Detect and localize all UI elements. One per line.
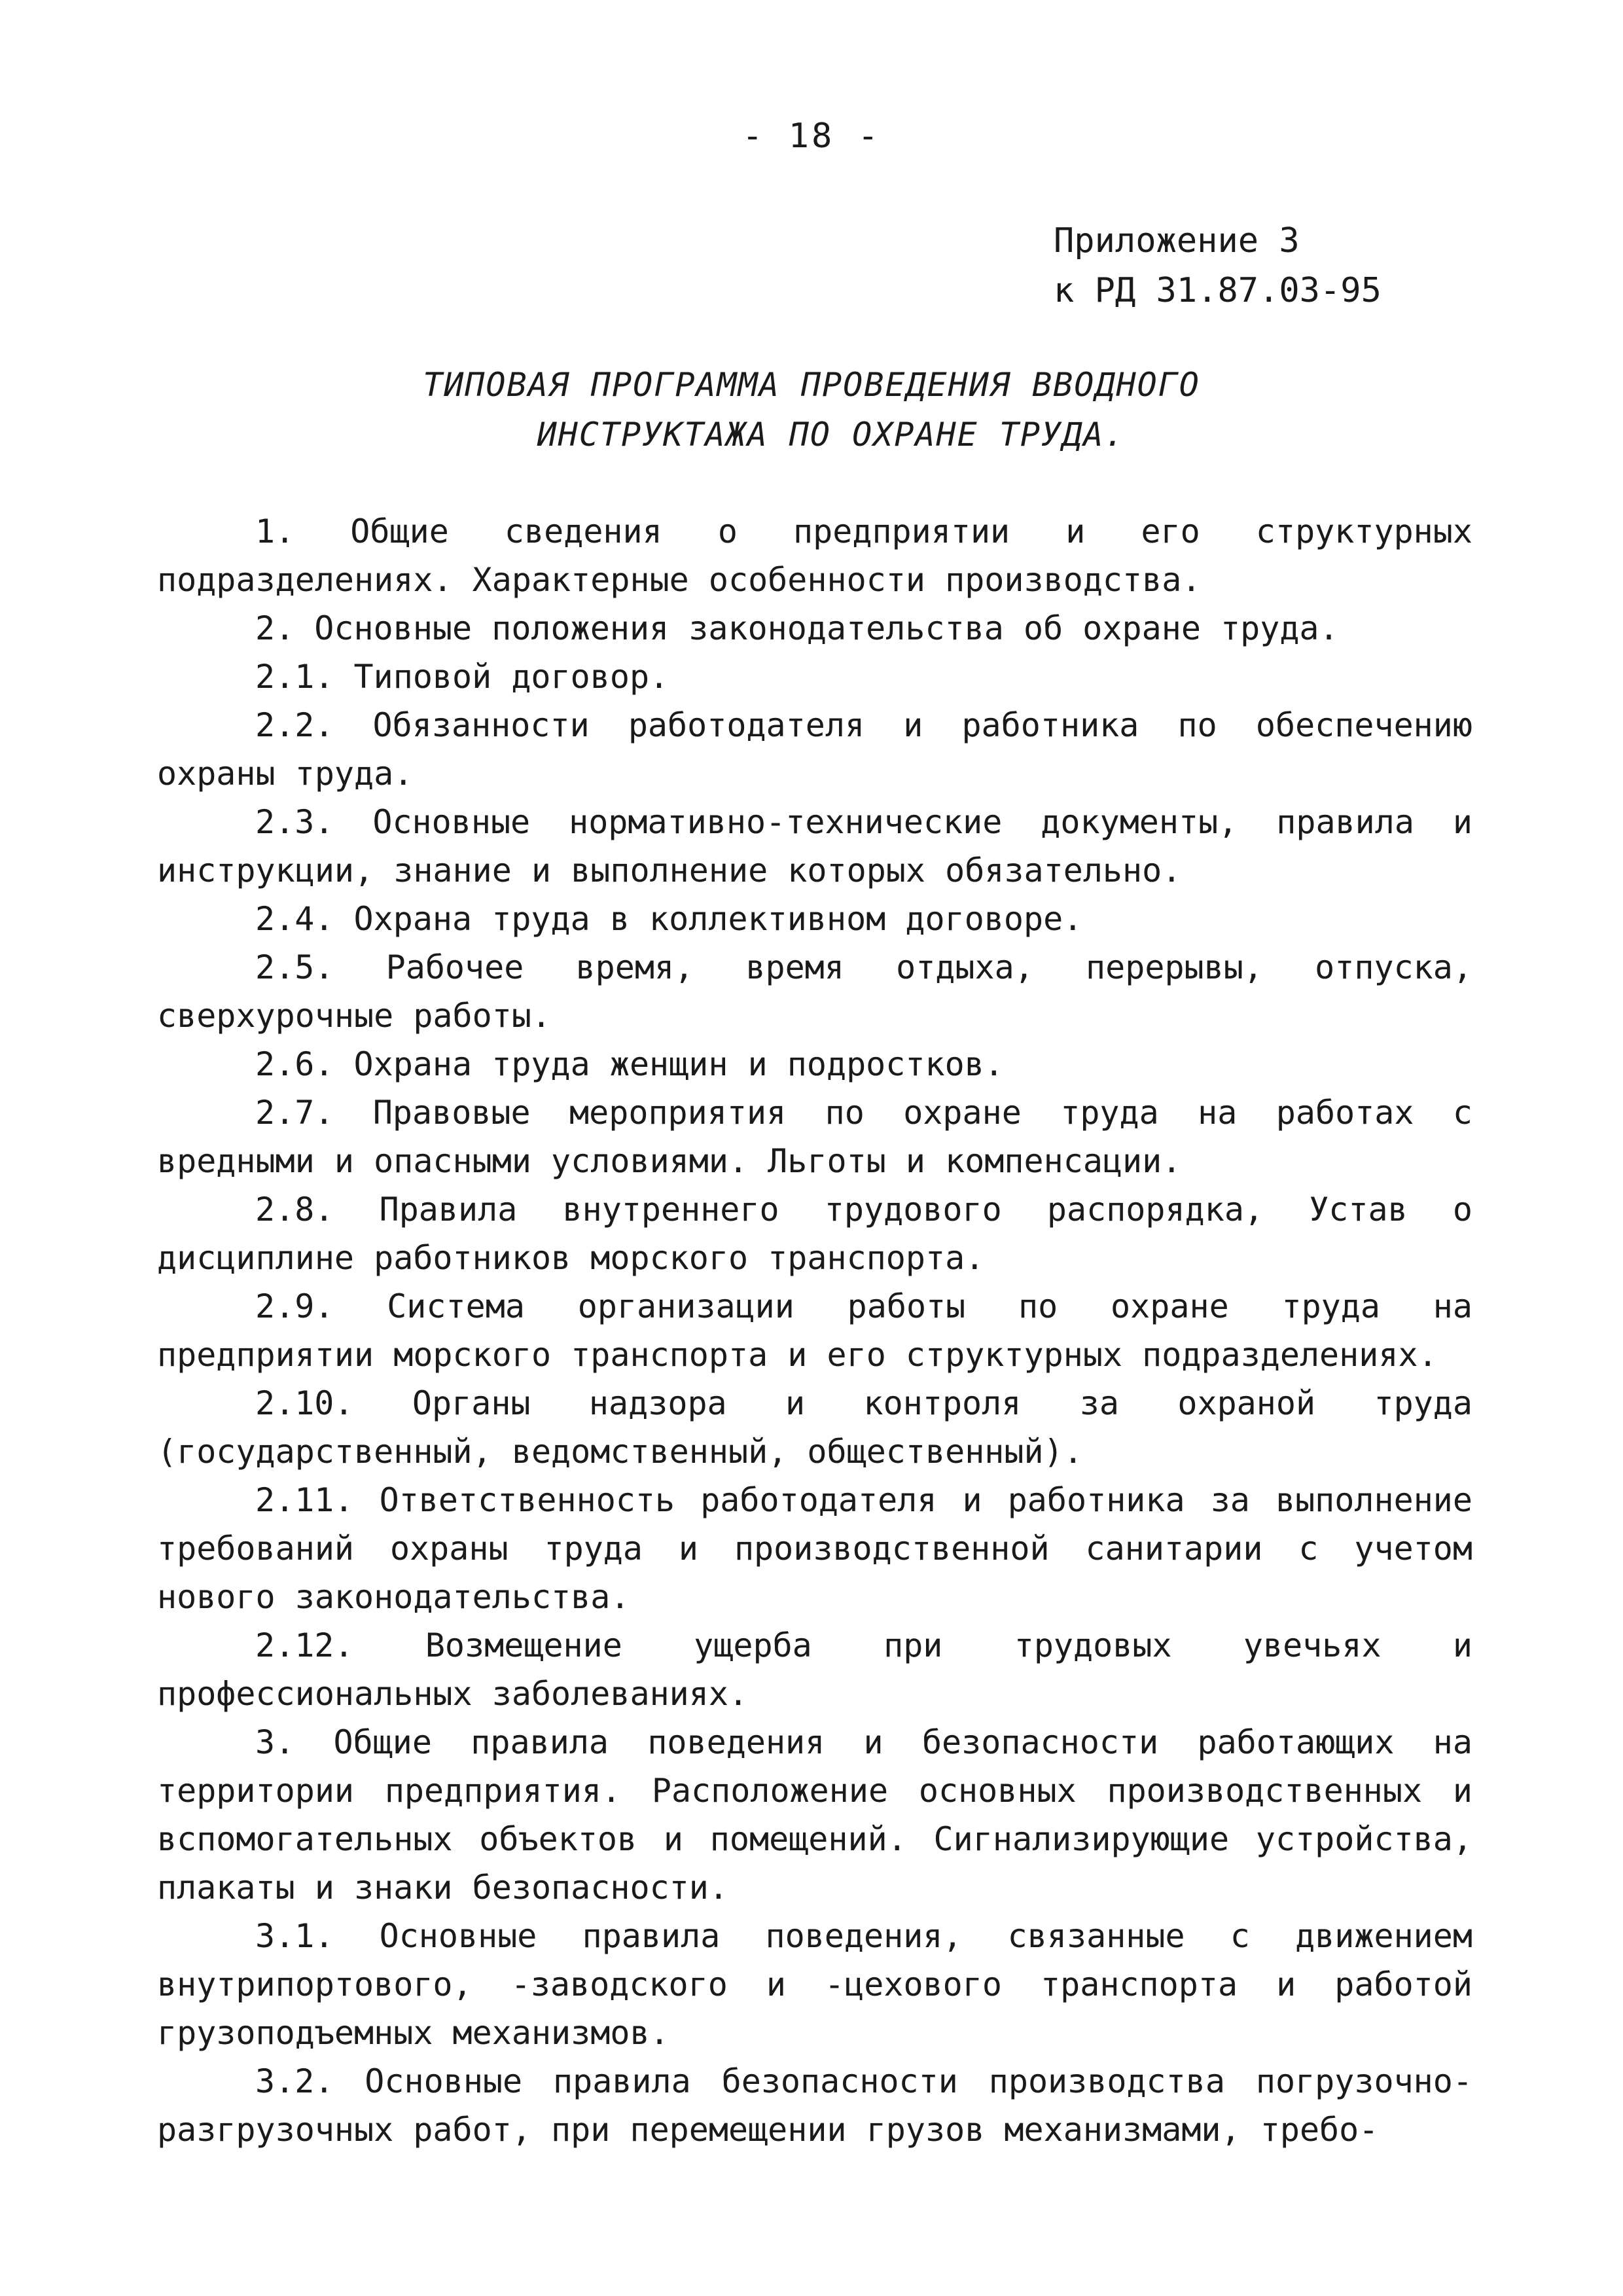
program-item-2-3: 2.3. Основные нормативно-технические документы, правила и инструкции, знание и выполнение которых обязательно. [157, 803, 1472, 889]
program-item-2-10: 2.10. Органы надзора и контроля за охраной труда (государственный, ведомственный, общественный). [157, 1384, 1472, 1471]
program-item-2-8: 2.8. Правила внутреннего трудового распорядка, Устав о дисциплине работников морского транспорта. [157, 1191, 1472, 1277]
program-item-2: 2. Основные положения законодательства об охране труда. [255, 609, 1339, 647]
program-item-2-1: 2.1. Типовой договор. [255, 658, 669, 696]
program-item-1: 1. Общие сведения о предприятии и его структурных подразделениях. Характерные особенности производства. [157, 512, 1472, 599]
program-item-3: 3. Общие правила поведения и безопасности работающих на территории предприятия. Расположение основных производственных и вспомогательных объектов и помещений. Сигнализирующие устройства, плакаты и знаки безопасности. [157, 1723, 1472, 1907]
program-items [157, 507, 1472, 2154]
program-item-3-2: 3.2. Основные правила безопасности производства погрузочно-разгрузочных работ, при перемещении грузов механизмами, требо- [157, 2062, 1472, 2149]
title-line-2: ИНСТРУКТАЖА ПО ОХРАНЕ ТРУДА. [537, 416, 1126, 454]
program-item-2-9: 2.9. Система организации работы по охране труда на предприятии морского транспорта и его структурных подразделениях. [157, 1287, 1472, 1374]
program-item-2-4: 2.4. Охрана труда в коллективном договоре. [255, 900, 1083, 938]
appendix-label: Приложение 3 [1054, 221, 1300, 260]
appendix-reference [1054, 216, 1512, 315]
program-item-2-12: 2.12. Возмещение ущерба при трудовых увечьях и профессиональных заболеваниях. [157, 1626, 1472, 1713]
program-item-2-7: 2.7. Правовые мероприятия по охране труда на работах с вредными и опасными условиями. Льготы и компенсации. [157, 1094, 1472, 1180]
title-line-1: ТИПОВАЯ ПРОГРАММА ПРОВЕДЕНИЯ ВВОДНОГО [423, 366, 1200, 404]
program-item-2-5: 2.5. Рабочее время, время отдыха, перерывы, отпуска, сверхурочные работы. [157, 948, 1472, 1035]
program-item-2-6: 2.6. Охрана труда женщин и подростков. [255, 1045, 1004, 1083]
page-number: - 18 - [742, 117, 881, 156]
program-item-3-1: 3.1. Основные правила поведения, связанные с движением внутрипортового, -заводского и -цехового транспорта и работой грузоподъемных механизмов. [157, 1917, 1472, 2052]
appendix-document-code: к РД 31.87.03-95 [1054, 271, 1382, 310]
program-item-2-2: 2.2. Обязанности работодателя и работника по обеспечению охраны труда. [157, 706, 1472, 793]
document-title [0, 360, 1623, 459]
program-item-2-11: 2.11. Ответственность работодателя и работника за выполнение требований охраны труда и производственной санитарии с учетом нового законодательства. [157, 1481, 1472, 1616]
